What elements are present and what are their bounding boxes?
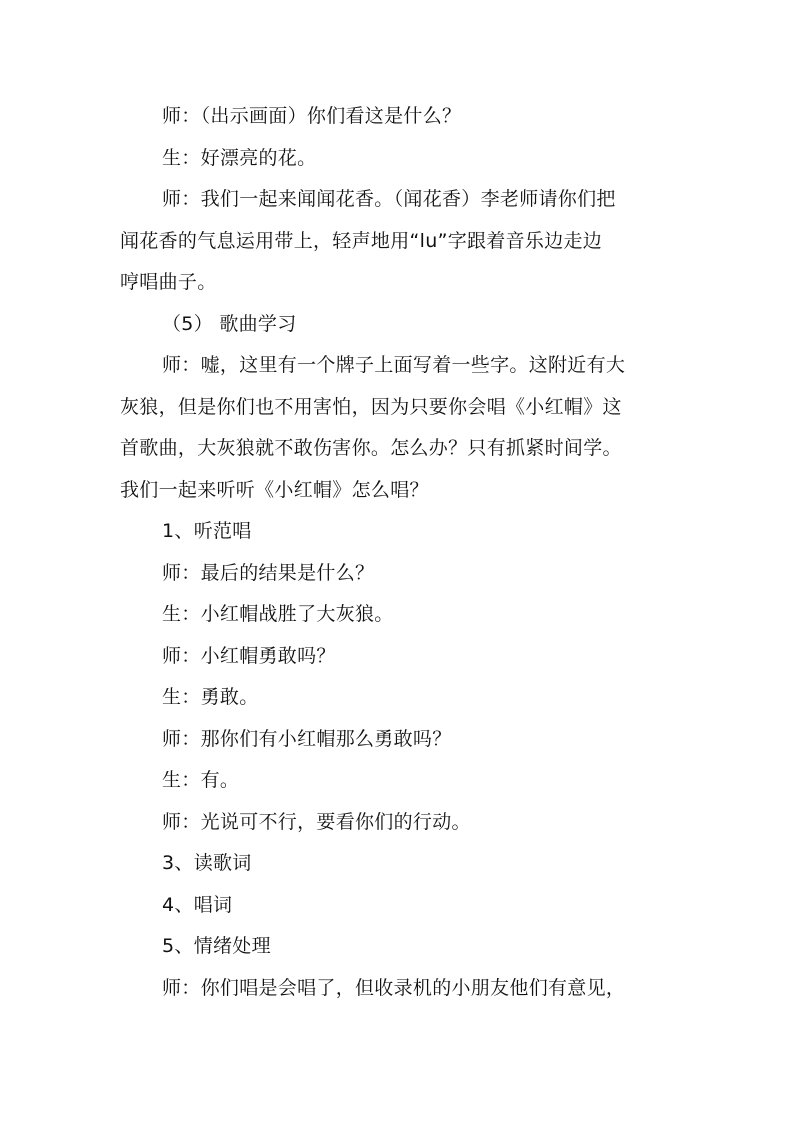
- paragraph-line: 哼唱曲子。: [120, 271, 217, 293]
- paragraph-line: 师：嘘，这里有一个牌子上面写着一些字。这附近有大: [162, 354, 626, 376]
- paragraph-line: 灰狼，但是你们也不用害怕，因为只要你会唱《小红帽》这: [120, 395, 622, 418]
- paragraph-line: 我们一起来听听《小红帽》怎么唱？: [120, 478, 429, 501]
- paragraph-line: 师：我们一起来闻闻花香。（闻花香）李老师请你们把: [162, 188, 616, 210]
- dialogue-line: 师：小红帽勇敢吗？: [162, 644, 336, 667]
- document-body: [120, 96, 680, 1009]
- paragraph-line: 闻花香的气息运用带上，轻声地用“lu”字跟着音乐边走边: [120, 229, 603, 252]
- section-heading: （5） 歌曲学习: [162, 312, 297, 335]
- dialogue-line: 师：最后的结果是什么？: [162, 561, 375, 584]
- list-item-heading: 1、听范唱: [162, 520, 252, 542]
- list-item-heading: 5、情绪处理: [162, 935, 271, 957]
- list-item-heading: 3、读歌词: [162, 852, 252, 874]
- list-item-heading: 4、唱词: [162, 893, 233, 916]
- dialogue-line: 生：勇敢。: [162, 686, 259, 708]
- dialogue-line: 师：你们唱是会唱了，但收录机的小朋友他们有意见，: [162, 976, 626, 999]
- dialogue-line: 生：有。: [162, 769, 240, 791]
- dialogue-line: 师：那你们有小红帽那么勇敢吗？: [162, 727, 452, 750]
- dialogue-line: 生：小红帽战胜了大灰狼。: [162, 603, 394, 625]
- paragraph-line: 师：（出示画面）你们看这是什么？: [162, 105, 462, 127]
- dialogue-line: 师：光说可不行，要看你们的行动。: [162, 810, 471, 833]
- paragraph-line: 首歌曲，大灰狼就不敢伤害你。怎么办？只有抓紧时间学。: [120, 437, 622, 459]
- paragraph-line: 生：好漂亮的花。: [162, 146, 317, 169]
